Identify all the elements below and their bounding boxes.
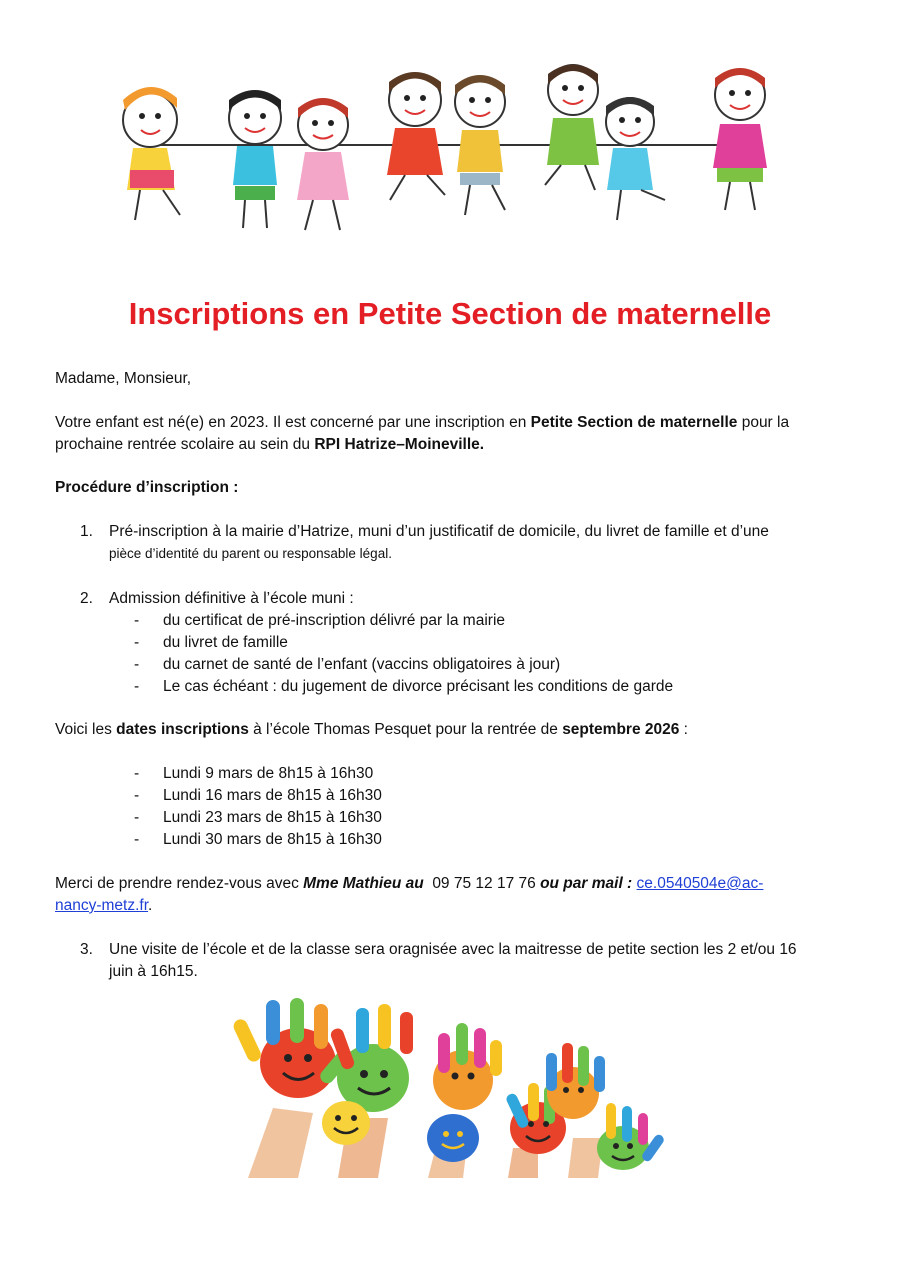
painted-hand [427,1114,479,1162]
list-bullet: - [134,656,140,673]
list-bullet: - [134,634,140,651]
step-number: 3. [80,941,93,958]
list-bullet: - [134,612,140,629]
date-item: Lundi 30 mars de 8h15 à 16h30 [163,831,382,848]
painted-hands-image [228,998,673,1178]
step-number: 2. [80,590,93,607]
date-item: Lundi 23 mars de 8h15 à 16h30 [163,809,382,826]
children-illustration [105,50,795,245]
list-item: du certificat de pré-inscription délivré par la mairie [163,612,506,629]
list-item: du carnet de santé de l’enfant (vaccins obligatoires à jour) [163,656,561,673]
step3-text: Une visite de l’école et de la classe sera oragnisée avec la maitresse de petite section les 2 et/ou 16 juin à 16h15. [109,941,797,980]
intro-paragraph: Votre enfant est né(e) en 2023. Il est concerné par une inscription en Petite Section de maternelle pour la prochaine rentrée scolaire au sein du RPI Hatrize–Moineville. [55,414,790,453]
contact-paragraph: Merci de prendre rendez-vous avec Mme Mathieu au 09 75 12 17 76 ou par mail : ce.0540504e@ac- nancy-metz.fr. [55,875,764,914]
step-number: 1. [80,523,93,540]
date-item: Lundi 9 mars de 8h15 à 16h30 [163,765,374,782]
procedure-heading: Procédure d’inscription : [55,479,239,496]
child-figure [455,75,505,215]
child-figure [545,65,599,191]
list-bullet: - [134,787,140,804]
list-bullet: - [134,678,140,695]
email-link[interactable]: ce.0540504e@ac- nancy-metz.fr [55,875,764,914]
list-bullet: - [134,765,140,782]
child-figure [387,72,445,200]
child-figure [297,98,349,230]
list-item: Le cas échéant : du jugement de divorce précisant les conditions de garde [163,678,674,695]
list-item: du livret de famille [163,634,288,651]
page-title: Inscriptions en Petite Section de maternelle [128,296,772,331]
child-figure [606,97,665,220]
child-figure [229,90,281,228]
list-bullet: - [134,809,140,826]
date-item: Lundi 16 mars de 8h15 à 16h30 [163,787,382,804]
step2-text: Admission définitive à l’école muni : [109,590,354,607]
painted-hand [322,1101,370,1145]
child-figure [713,68,767,210]
greeting: Madame, Monsieur, [55,370,192,387]
child-figure [123,87,180,220]
list-bullet: - [134,831,140,848]
step1-text: Pré-inscription à la mairie d’Hatrize, muni d’un justificatif de domicile, du livret de famille et d’une pièce d’identité du parent ou responsable légal. [109,523,769,561]
dates-intro: Voici les dates inscriptions à l’école Thomas Pesquet pour la rentrée de septembre 2026 : [55,721,688,738]
